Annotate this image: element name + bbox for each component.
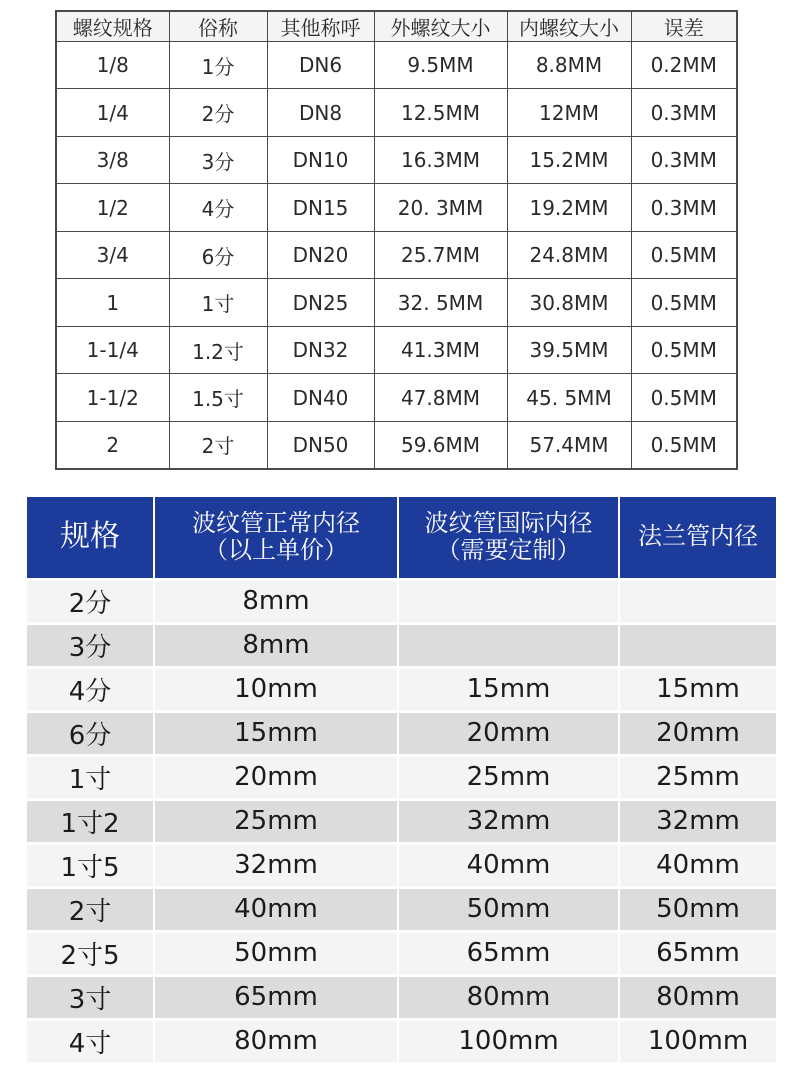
pipe-table-cell: 15mm [398,667,619,711]
thread-table-cell: 32. 5MM [374,279,507,326]
pipe-diameter-table [27,497,776,1062]
pipe-table-cell: 8mm [154,623,398,667]
pipe-table-cell: 15mm [619,667,776,711]
pipe-table-cell: 20mm [154,755,398,799]
pipe-table-cell: 100mm [398,1019,619,1062]
pipe-table-row [27,799,776,843]
pipe-table-cell: 3分 [27,623,154,667]
thread-table-cell: 39.5MM [507,326,631,373]
thread-table-header-cell: 其他称呼 [267,12,374,42]
pipe-table-cell: 2分 [27,579,154,623]
thread-table-cell: 3/8 [57,136,169,183]
pipe-table-cell: 40mm [398,843,619,887]
thread-table-cell: 57.4MM [507,421,631,468]
thread-table-cell: 1寸 [169,279,267,326]
pipe-table-cell: 3寸 [27,975,154,1019]
pipe-table-header-cell [619,497,776,579]
pipe-table-row [27,843,776,887]
pipe-table-cell: 65mm [619,931,776,975]
pipe-table-cell [619,579,776,623]
pipe-table-row [27,755,776,799]
pipe-table-cell: 20mm [398,711,619,755]
pipe-table-cell: 32mm [398,799,619,843]
thread-table-row [57,184,736,231]
thread-table-cell: 1-1/4 [57,326,169,373]
thread-table-cell: 1 [57,279,169,326]
thread-table-cell: 20. 3MM [374,184,507,231]
pipe-table-row [27,975,776,1019]
thread-table-row [57,231,736,278]
thread-table-cell: DN15 [267,184,374,231]
thread-table-cell: 2分 [169,89,267,136]
thread-table-cell: 19.2MM [507,184,631,231]
thread-table-cell: 12MM [507,89,631,136]
pipe-table-cell [398,623,619,667]
thread-table-cell: 3/4 [57,231,169,278]
thread-table-cell: 0.5MM [631,421,736,468]
thread-table-cell: 0.3MM [631,89,736,136]
thread-table-cell: 24.8MM [507,231,631,278]
pipe-table-cell: 4分 [27,667,154,711]
pipe-table-cell: 65mm [398,931,619,975]
pipe-table-row [27,711,776,755]
pipe-table-cell: 100mm [619,1019,776,1062]
pipe-table-cell: 80mm [154,1019,398,1062]
thread-table-cell: DN40 [267,374,374,421]
thread-table-cell: 1分 [169,42,267,89]
pipe-table-cell: 25mm [154,799,398,843]
pipe-table-cell: 25mm [398,755,619,799]
pipe-table-cell: 1寸 [27,755,154,799]
thread-table-cell: 2 [57,421,169,468]
pipe-diameter-table-container [27,497,776,1062]
thread-table-cell: DN32 [267,326,374,373]
pipe-table-cell: 50mm [154,931,398,975]
thread-spec-table-container [55,10,738,470]
pipe-table-header-row [27,497,776,579]
thread-table-cell: 1.2寸 [169,326,267,373]
thread-table-cell: 9.5MM [374,42,507,89]
pipe-table-cell: 32mm [154,843,398,887]
pipe-table-header-line1: 波纹管正常内径 [192,508,360,537]
pipe-table-cell: 2寸 [27,887,154,931]
thread-table-cell: DN50 [267,421,374,468]
pipe-table-cell: 32mm [619,799,776,843]
pipe-table-cell: 15mm [154,711,398,755]
thread-table-header-cell: 外螺纹大小 [374,12,507,42]
thread-table-cell: 1/4 [57,89,169,136]
thread-table-cell: 2寸 [169,421,267,468]
thread-table-cell: 8.8MM [507,42,631,89]
thread-table-row [57,136,736,183]
thread-table-cell: 3分 [169,136,267,183]
pipe-table-row [27,1019,776,1062]
thread-table-cell: 0.5MM [631,231,736,278]
pipe-table-cell: 4寸 [27,1019,154,1062]
thread-table-cell: DN10 [267,136,374,183]
pipe-table-row [27,931,776,975]
thread-table-header-cell: 误差 [631,12,736,42]
thread-table-row [57,374,736,421]
thread-table-cell: DN25 [267,279,374,326]
thread-table-row [57,42,736,89]
pipe-table-cell: 80mm [619,975,776,1019]
thread-table-cell: 25.7MM [374,231,507,278]
thread-table-row [57,326,736,373]
pipe-table-header-cell [27,497,154,579]
thread-table-cell: 15.2MM [507,136,631,183]
pipe-table-header-line2: （需要定制） [436,536,581,565]
thread-table-cell: 1.5寸 [169,374,267,421]
pipe-table-row [27,887,776,931]
pipe-table-cell: 8mm [154,579,398,623]
thread-table-cell: 59.6MM [374,421,507,468]
pipe-table-cell [398,579,619,623]
thread-table-cell: 6分 [169,231,267,278]
pipe-table-header-cell [154,497,398,579]
thread-table-cell: 0.5MM [631,326,736,373]
thread-table-cell: 16.3MM [374,136,507,183]
thread-table-cell: 47.8MM [374,374,507,421]
thread-table-row [57,421,736,468]
thread-table-cell: DN8 [267,89,374,136]
pipe-table-cell: 65mm [154,975,398,1019]
thread-table-cell: 4分 [169,184,267,231]
pipe-table-cell: 25mm [619,755,776,799]
pipe-table-cell: 50mm [398,887,619,931]
thread-table-cell: 0.5MM [631,374,736,421]
thread-table-cell: 0.5MM [631,279,736,326]
thread-table-cell: 1-1/2 [57,374,169,421]
thread-table-header-cell: 俗称 [169,12,267,42]
thread-table-cell: 0.2MM [631,42,736,89]
pipe-table-header-line1: 法兰管内径 [638,522,758,551]
pipe-table-row [27,667,776,711]
thread-table-header-cell: 内螺纹大小 [507,12,631,42]
pipe-table-cell: 40mm [619,843,776,887]
pipe-table-header-line1: 波纹管国际内径 [424,508,593,537]
thread-table-cell: 30.8MM [507,279,631,326]
thread-table-cell: 1/8 [57,42,169,89]
thread-table-header-cell: 螺纹规格 [57,12,169,42]
pipe-table-cell [619,623,776,667]
thread-table-cell: 41.3MM [374,326,507,373]
pipe-table-cell: 10mm [154,667,398,711]
pipe-table-cell: 50mm [619,887,776,931]
thread-table-row [57,279,736,326]
pipe-table-header-line2: （以上单价） [204,536,348,565]
thread-table-row [57,89,736,136]
pipe-table-header-line1: 规格 [60,519,120,554]
thread-table-cell: DN20 [267,231,374,278]
thread-table-cell: 12.5MM [374,89,507,136]
thread-table-cell: 1/2 [57,184,169,231]
thread-table-cell: 0.3MM [631,184,736,231]
pipe-table-cell: 80mm [398,975,619,1019]
pipe-table-cell: 20mm [619,711,776,755]
pipe-table-cell: 40mm [154,887,398,931]
pipe-table-header-cell [398,497,619,579]
pipe-table-cell: 6分 [27,711,154,755]
pipe-table-cell: 1寸5 [27,843,154,887]
pipe-table-cell: 1寸2 [27,799,154,843]
pipe-table-cell: 2寸5 [27,931,154,975]
pipe-table-row [27,579,776,623]
thread-spec-table [57,12,736,468]
thread-table-cell: 0.3MM [631,136,736,183]
thread-table-header-row [57,12,736,42]
thread-table-cell: DN6 [267,42,374,89]
pipe-table-row [27,623,776,667]
thread-table-cell: 45. 5MM [507,374,631,421]
